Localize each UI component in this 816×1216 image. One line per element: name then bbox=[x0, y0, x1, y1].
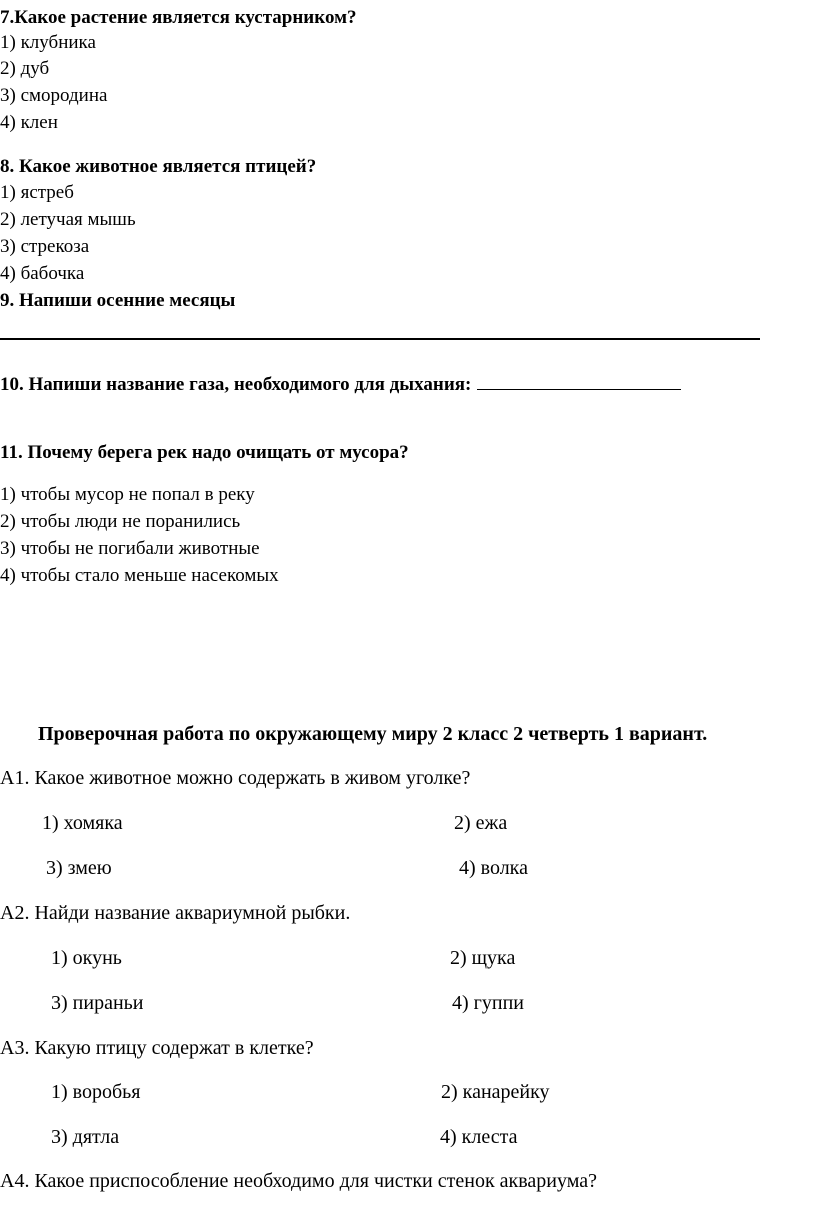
a1-option-4: 4) волка bbox=[459, 857, 528, 879]
question-11-option-4: 4) чтобы стало меньше насекомых bbox=[0, 565, 279, 586]
question-7-option-3: 3) смородина bbox=[0, 85, 108, 106]
question-10 bbox=[0, 372, 681, 396]
question-7-option-4: 4) клен bbox=[0, 112, 58, 133]
question-8-option-2: 2) летучая мышь bbox=[0, 209, 136, 230]
test-title: Проверочная работа по окружающему миру 2 класс 2 четверть 1 вариант. bbox=[38, 723, 708, 745]
a4-question: А4. Какое приспособление необходимо для чистки стенок аквариума? bbox=[0, 1170, 598, 1192]
question-8-option-4: 4) бабочка bbox=[0, 263, 85, 284]
answer-line bbox=[0, 338, 760, 340]
question-11-option-1: 1) чтобы мусор не попал в реку bbox=[0, 484, 255, 505]
question-10-title: 10. Напиши название газа, необходимого для дыхания: bbox=[0, 374, 472, 395]
a1-option-1: 1) хомяка bbox=[42, 812, 123, 834]
a1-option-3: 3) змею bbox=[46, 857, 112, 879]
a2-option-2: 2) щука bbox=[450, 947, 516, 969]
question-8-option-1: 1) ястреб bbox=[0, 182, 74, 203]
a2-option-3: 3) пираньи bbox=[51, 992, 144, 1014]
question-11-title: 11. Почему берега рек надо очищать от мусора? bbox=[0, 442, 409, 463]
question-11-option-3: 3) чтобы не погибали животные bbox=[0, 538, 260, 559]
question-7-title: 7.Какое растение является кустарником? bbox=[0, 7, 357, 28]
a3-option-3: 3) дятла bbox=[51, 1126, 120, 1148]
a3-option-1: 1) воробья bbox=[51, 1081, 141, 1103]
a1-question: А1. Какое животное можно содержать в живом уголке? bbox=[0, 767, 471, 789]
question-7-option-1: 1) клубника bbox=[0, 32, 96, 53]
question-9-title: 9. Напиши осенние месяцы bbox=[0, 290, 236, 311]
a1-option-2: 2) ежа bbox=[454, 812, 508, 834]
a3-option-4: 4) клеста bbox=[440, 1126, 518, 1148]
a3-question: А3. Какую птицу содержат в клетке? bbox=[0, 1037, 314, 1059]
a2-option-4: 4) гуппи bbox=[452, 992, 524, 1014]
question-8-option-3: 3) стрекоза bbox=[0, 236, 90, 257]
question-11-option-2: 2) чтобы люди не поранились bbox=[0, 511, 241, 532]
a2-question: А2. Найди название аквариумной рыбки. bbox=[0, 902, 351, 924]
question-8-title: 8. Какое животное является птицей? bbox=[0, 156, 317, 177]
a3-option-2: 2) канарейку bbox=[441, 1081, 550, 1103]
question-7-option-2: 2) дуб bbox=[0, 58, 50, 79]
answer-blank bbox=[477, 372, 681, 390]
a2-option-1: 1) окунь bbox=[51, 947, 122, 969]
